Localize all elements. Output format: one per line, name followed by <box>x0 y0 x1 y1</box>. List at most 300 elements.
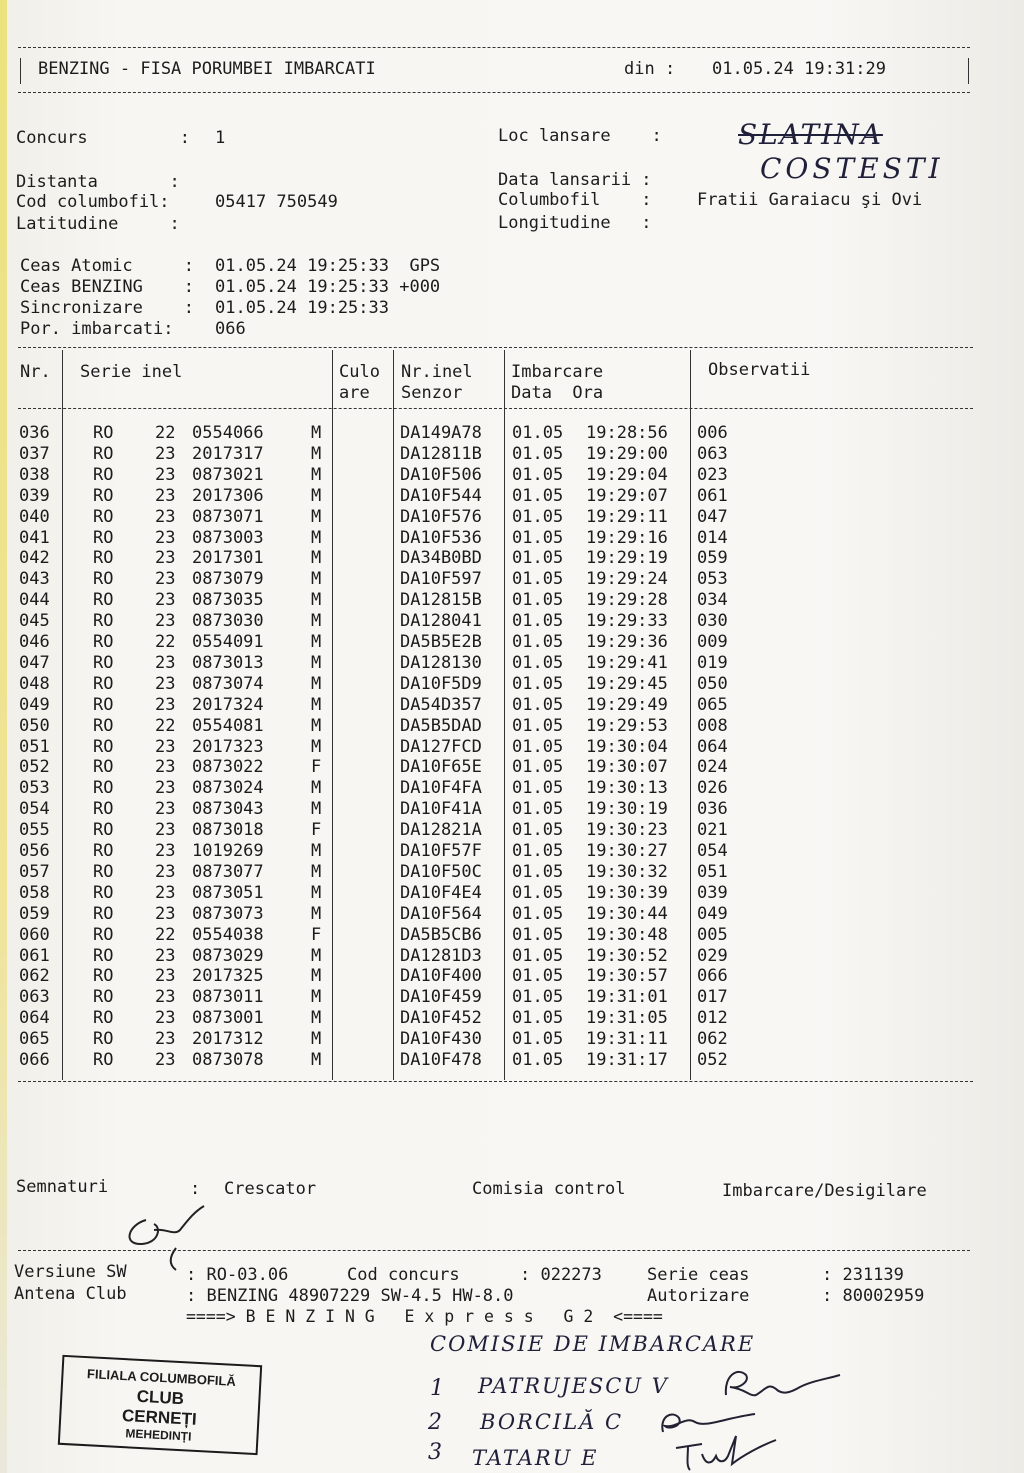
row-nr: 040 <box>19 506 50 527</box>
row-time: 19:29:36 <box>586 632 668 652</box>
row-country: RO <box>93 673 114 694</box>
row-sensor: DA10F452 <box>400 1008 482 1029</box>
stamp-line-3: CERNEȚI <box>121 1406 198 1429</box>
row-nr: 065 <box>19 1029 50 1050</box>
table-row <box>0 695 1024 716</box>
row-year: 23 <box>155 673 176 694</box>
row-year: 23 <box>155 966 176 987</box>
row-date: 01.05 <box>512 841 564 861</box>
row-sex: M <box>311 527 322 548</box>
row-date: 01.05 <box>512 443 564 464</box>
row-country: RO <box>93 757 114 778</box>
row-ring: 0873024 <box>192 778 264 799</box>
row-obs: 061 <box>697 485 728 506</box>
row-nr: 046 <box>19 632 50 652</box>
row-year: 23 <box>155 945 176 966</box>
row-ring: 0873021 <box>192 464 264 485</box>
crescator-signature <box>118 1200 218 1270</box>
row-ring: 2017324 <box>192 694 264 715</box>
row-time: 19:30:32 <box>586 861 668 882</box>
row-ring: 0873079 <box>192 569 264 590</box>
row-time: 19:30:27 <box>586 841 668 861</box>
col-header-observatii: Observatii <box>708 360 811 380</box>
row-ring: 0873077 <box>192 861 264 882</box>
row-sex: M <box>311 841 322 861</box>
row-nr: 060 <box>19 924 50 945</box>
row-country: RO <box>93 694 114 715</box>
row-sensor: DA127FCD <box>400 736 482 757</box>
row-time: 19:29:19 <box>586 548 668 569</box>
member-1-signature <box>716 1365 846 1405</box>
row-sensor: DA10F400 <box>400 966 482 987</box>
row-year: 23 <box>155 611 176 632</box>
header-top-rule <box>18 47 970 48</box>
row-time: 19:29:53 <box>586 715 668 736</box>
row-sensor: DA5B5E2B <box>400 632 482 652</box>
row-country: RO <box>93 799 114 820</box>
row-sensor: DA10F597 <box>400 569 482 590</box>
row-sensor: DA10F41A <box>400 799 482 820</box>
row-country: RO <box>93 736 114 757</box>
member-3-name: TATARU E <box>472 1446 599 1470</box>
table-row <box>0 757 1024 778</box>
row-country: RO <box>93 1029 114 1050</box>
row-ring: 1019269 <box>192 841 264 861</box>
row-sex: M <box>311 882 322 903</box>
row-obs: 014 <box>697 527 728 548</box>
longitudine-label: Longitudine : <box>498 213 652 233</box>
row-year: 23 <box>155 861 176 882</box>
row-sensor: DA10F57F <box>400 841 482 861</box>
loc-struck-handwriting: SLATINA <box>738 118 883 151</box>
row-obs: 064 <box>697 736 728 757</box>
stamp-line-1: FILIALA COLUMBOFILĂ <box>86 1366 237 1389</box>
row-sensor: DA10F5D9 <box>400 673 482 694</box>
row-nr: 053 <box>19 778 50 799</box>
row-obs: 049 <box>697 903 728 924</box>
row-sensor: DA128130 <box>400 652 482 673</box>
row-date: 01.05 <box>512 778 564 799</box>
cod-concurs-value: : 022273 <box>520 1265 602 1285</box>
row-year: 23 <box>155 569 176 590</box>
col-header-nr: Nr. <box>20 362 51 382</box>
row-sex: M <box>311 1008 322 1029</box>
din-value: 01.05.24 19:31:29 <box>712 59 886 79</box>
table-row <box>0 862 1024 883</box>
row-country: RO <box>93 485 114 506</box>
row-obs: 023 <box>697 464 728 485</box>
row-country: RO <box>93 903 114 924</box>
row-time: 19:29:28 <box>586 590 668 611</box>
row-year: 23 <box>155 987 176 1008</box>
row-year: 23 <box>155 527 176 548</box>
cod-concurs-label: Cod concurs <box>347 1265 460 1285</box>
row-date: 01.05 <box>512 590 564 611</box>
row-ring: 0873001 <box>192 1008 264 1029</box>
member-2-number: 2 <box>428 1410 442 1435</box>
row-sensor: DA10F564 <box>400 903 482 924</box>
row-nr: 057 <box>19 861 50 882</box>
row-year: 23 <box>155 903 176 924</box>
table-row <box>0 841 1024 862</box>
row-nr: 061 <box>19 945 50 966</box>
row-year: 23 <box>155 778 176 799</box>
row-sex: M <box>311 694 322 715</box>
benzing-brand-line: ====> B E N Z I N G E x p r e s s G 2 <==== <box>186 1307 663 1326</box>
row-ring: 0873051 <box>192 882 264 903</box>
row-time: 19:30:39 <box>586 882 668 903</box>
row-ring: 2017312 <box>192 1029 264 1050</box>
table-row <box>0 778 1024 799</box>
member-1-name: PATRUJESCU V <box>478 1374 669 1398</box>
row-date: 01.05 <box>512 820 564 841</box>
sincronizare-label: Sincronizare : <box>20 298 194 318</box>
row-obs: 034 <box>697 590 728 611</box>
row-obs: 030 <box>697 611 728 632</box>
row-time: 19:29:16 <box>586 527 668 548</box>
row-time: 19:30:52 <box>586 945 668 966</box>
row-country: RO <box>93 966 114 987</box>
row-obs: 036 <box>697 799 728 820</box>
row-country: RO <box>93 632 114 652</box>
row-ring: 0873003 <box>192 527 264 548</box>
row-nr: 036 <box>19 423 50 443</box>
row-country: RO <box>93 1008 114 1029</box>
ceas-benzing-label: Ceas BENZING : <box>20 277 194 297</box>
table-row <box>0 946 1024 967</box>
table-row <box>0 987 1024 1008</box>
row-obs: 005 <box>697 924 728 945</box>
table-top-rule <box>18 347 973 348</box>
header-bottom-rule <box>18 92 970 93</box>
row-nr: 052 <box>19 757 50 778</box>
row-nr: 059 <box>19 903 50 924</box>
table-row <box>0 632 1024 653</box>
row-country: RO <box>93 1050 114 1070</box>
row-sensor: DA10F536 <box>400 527 482 548</box>
row-date: 01.05 <box>512 527 564 548</box>
row-date: 01.05 <box>512 1050 564 1070</box>
por-imbarcati-value: 066 <box>215 319 246 339</box>
row-country: RO <box>93 987 114 1008</box>
row-time: 19:30:48 <box>586 924 668 945</box>
crescator-label: Crescator <box>224 1179 317 1199</box>
row-sensor: DA10F4FA <box>400 778 482 799</box>
row-sex: M <box>311 987 322 1008</box>
row-date: 01.05 <box>512 736 564 757</box>
row-sex: M <box>311 966 322 987</box>
row-obs: 051 <box>697 861 728 882</box>
row-country: RO <box>93 945 114 966</box>
row-year: 23 <box>155 464 176 485</box>
table-row <box>0 1008 1024 1029</box>
row-nr: 051 <box>19 736 50 757</box>
row-country: RO <box>93 924 114 945</box>
table-row <box>0 737 1024 758</box>
row-ring: 2017317 <box>192 443 264 464</box>
row-date: 01.05 <box>512 548 564 569</box>
table-row <box>0 674 1024 695</box>
row-year: 23 <box>155 820 176 841</box>
row-year: 23 <box>155 799 176 820</box>
row-year: 23 <box>155 652 176 673</box>
row-time: 19:28:56 <box>586 423 668 443</box>
table-row <box>0 507 1024 528</box>
row-sex: M <box>311 799 322 820</box>
row-year: 22 <box>155 924 176 945</box>
row-nr: 066 <box>19 1050 50 1070</box>
table-row <box>0 423 1024 444</box>
row-time: 19:29:49 <box>586 694 668 715</box>
row-obs: 053 <box>697 569 728 590</box>
row-time: 19:30:44 <box>586 903 668 924</box>
row-sensor: DA10F576 <box>400 506 482 527</box>
row-time: 19:29:04 <box>586 464 668 485</box>
autorizare-label: Autorizare <box>647 1286 750 1306</box>
columbofil-value: Fratii Garaiacu şi Ovi <box>697 190 923 210</box>
ceas-atomic-value: 01.05.24 19:25:33 GPS <box>215 256 441 276</box>
row-year: 23 <box>155 757 176 778</box>
row-sex: M <box>311 736 322 757</box>
row-obs: 012 <box>697 1008 728 1029</box>
row-country: RO <box>93 464 114 485</box>
row-sex: M <box>311 632 322 652</box>
row-time: 19:29:11 <box>586 506 668 527</box>
row-ring: 0554081 <box>192 715 264 736</box>
col-header-imbarcare-2: Data Ora <box>511 383 604 403</box>
row-time: 19:30:04 <box>586 736 668 757</box>
row-country: RO <box>93 506 114 527</box>
row-sex: M <box>311 715 322 736</box>
row-nr: 054 <box>19 799 50 820</box>
table-row <box>0 653 1024 674</box>
row-country: RO <box>93 423 114 443</box>
row-date: 01.05 <box>512 987 564 1008</box>
row-date: 01.05 <box>512 882 564 903</box>
row-ring: 0554038 <box>192 924 264 945</box>
row-time: 19:30:57 <box>586 966 668 987</box>
document-title: BENZING - FISA PORUMBEI IMBARCATI <box>38 59 376 79</box>
row-year: 23 <box>155 736 176 757</box>
ceas-benzing-value: 01.05.24 19:25:33 +000 <box>215 277 441 297</box>
row-country: RO <box>93 611 114 632</box>
col-header-serie: Serie inel <box>80 362 183 382</box>
row-time: 19:31:11 <box>586 1029 668 1050</box>
row-obs: 066 <box>697 966 728 987</box>
row-date: 01.05 <box>512 673 564 694</box>
table-row <box>0 966 1024 987</box>
row-date: 01.05 <box>512 861 564 882</box>
row-nr: 064 <box>19 1008 50 1029</box>
row-obs: 009 <box>697 632 728 652</box>
stamp-line-4: MEHEDINȚI <box>125 1426 192 1444</box>
row-obs: 052 <box>697 1050 728 1070</box>
loc-handwritten-value: COSTESTI <box>760 152 944 185</box>
row-nr: 037 <box>19 443 50 464</box>
serie-ceas-label: Serie ceas <box>647 1265 750 1285</box>
din-label: din : <box>624 59 676 79</box>
row-sex: M <box>311 569 322 590</box>
row-time: 19:31:01 <box>586 987 668 1008</box>
row-ring: 0873013 <box>192 652 264 673</box>
row-obs: 047 <box>697 506 728 527</box>
row-year: 23 <box>155 694 176 715</box>
row-sensor: DA5B5DAD <box>400 715 482 736</box>
row-obs: 059 <box>697 548 728 569</box>
row-country: RO <box>93 715 114 736</box>
row-country: RO <box>93 443 114 464</box>
member-3-number: 3 <box>428 1440 442 1465</box>
row-country: RO <box>93 882 114 903</box>
serie-ceas-value: : 231139 <box>822 1265 904 1285</box>
col-header-nrinel-2: Senzor <box>401 383 463 403</box>
row-nr: 049 <box>19 694 50 715</box>
row-sex: M <box>311 485 322 506</box>
row-country: RO <box>93 569 114 590</box>
row-year: 23 <box>155 1008 176 1029</box>
table-row <box>0 820 1024 841</box>
row-ring: 0873029 <box>192 945 264 966</box>
row-sensor: DA12815B <box>400 590 482 611</box>
row-country: RO <box>93 841 114 861</box>
table-row <box>0 486 1024 507</box>
table-row <box>0 611 1024 632</box>
row-time: 19:30:13 <box>586 778 668 799</box>
row-date: 01.05 <box>512 506 564 527</box>
row-sensor: DA10F50C <box>400 861 482 882</box>
row-sensor: DA10F478 <box>400 1050 482 1070</box>
col-header-nrinel-1: Nr.inel <box>401 362 473 382</box>
semnaturi-colon: : <box>190 1179 201 1199</box>
table-row <box>0 1029 1024 1050</box>
row-obs: 017 <box>697 987 728 1008</box>
row-sensor: DA10F4E4 <box>400 882 482 903</box>
table-row <box>0 925 1024 946</box>
row-sex: M <box>311 778 322 799</box>
cod-columbofil-value: 05417 750549 <box>215 192 338 212</box>
row-ring: 0873011 <box>192 987 264 1008</box>
row-ring: 2017306 <box>192 485 264 506</box>
row-sex: M <box>311 945 322 966</box>
row-sex: M <box>311 903 322 924</box>
loc-lansare-label: Loc lansare : <box>498 126 662 146</box>
row-year: 22 <box>155 632 176 652</box>
row-nr: 058 <box>19 882 50 903</box>
row-nr: 055 <box>19 820 50 841</box>
row-ring: 0873022 <box>192 757 264 778</box>
semnaturi-label: Semnaturi <box>16 1177 109 1197</box>
row-time: 19:31:05 <box>586 1008 668 1029</box>
row-country: RO <box>93 548 114 569</box>
row-time: 19:29:33 <box>586 611 668 632</box>
row-sex: M <box>311 1050 322 1070</box>
row-date: 01.05 <box>512 945 564 966</box>
member-3-signature <box>672 1430 782 1472</box>
row-obs: 050 <box>697 673 728 694</box>
imbarcare-desigilare-label: Imbarcare/Desigilare <box>722 1181 927 1201</box>
ceas-atomic-label: Ceas Atomic : <box>20 256 194 276</box>
row-date: 01.05 <box>512 1008 564 1029</box>
row-sex: M <box>311 652 322 673</box>
row-year: 23 <box>155 841 176 861</box>
columbofil-label: Columbofil : <box>498 190 652 210</box>
row-obs: 029 <box>697 945 728 966</box>
row-sex: M <box>311 673 322 694</box>
row-date: 01.05 <box>512 569 564 590</box>
row-ring: 2017325 <box>192 966 264 987</box>
row-sensor: DA12811B <box>400 443 482 464</box>
row-time: 19:30:07 <box>586 757 668 778</box>
row-ring: 2017323 <box>192 736 264 757</box>
concurs-label: Concurs : <box>16 128 190 148</box>
row-sensor: DA149A78 <box>400 423 482 443</box>
table-row <box>0 528 1024 549</box>
row-sensor: DA10F65E <box>400 757 482 778</box>
row-sensor: DA10F544 <box>400 485 482 506</box>
row-nr: 042 <box>19 548 50 569</box>
row-sex: M <box>311 1029 322 1050</box>
row-sensor: DA128041 <box>400 611 482 632</box>
table-row <box>0 1050 1024 1071</box>
col-header-culoare-1: Culo <box>339 362 380 382</box>
row-obs: 054 <box>697 841 728 861</box>
row-nr: 039 <box>19 485 50 506</box>
row-year: 23 <box>155 882 176 903</box>
row-sensor: DA34B0BD <box>400 548 482 569</box>
row-sensor: DA10F459 <box>400 987 482 1008</box>
row-ring: 0554091 <box>192 632 264 652</box>
table-row <box>0 590 1024 611</box>
por-imbarcati-label: Por. imbarcati: <box>20 319 174 339</box>
row-sensor: DA12821A <box>400 820 482 841</box>
row-sex: M <box>311 423 322 443</box>
latitudine-label: Latitudine : <box>16 214 180 234</box>
antena-club-value: : BENZING 48907229 SW-4.5 HW-8.0 <box>186 1286 514 1306</box>
row-date: 01.05 <box>512 924 564 945</box>
row-ring: 2017301 <box>192 548 264 569</box>
distanta-label: Distanta : <box>16 172 180 192</box>
row-obs: 021 <box>697 820 728 841</box>
row-nr: 038 <box>19 464 50 485</box>
row-time: 19:29:00 <box>586 443 668 464</box>
row-sex: M <box>311 861 322 882</box>
row-year: 23 <box>155 590 176 611</box>
data-lansarii-label: Data lansarii : <box>498 170 652 190</box>
row-time: 19:29:07 <box>586 485 668 506</box>
row-sex: F <box>311 757 322 778</box>
row-nr: 041 <box>19 527 50 548</box>
row-nr: 056 <box>19 841 50 861</box>
row-country: RO <box>93 778 114 799</box>
antena-club-label: Antena Club <box>14 1284 127 1304</box>
row-year: 22 <box>155 715 176 736</box>
row-sensor: DA5B5CB6 <box>400 924 482 945</box>
row-nr: 043 <box>19 569 50 590</box>
row-time: 19:29:45 <box>586 673 668 694</box>
row-ring: 0554066 <box>192 423 264 443</box>
row-date: 01.05 <box>512 799 564 820</box>
row-time: 19:30:23 <box>586 820 668 841</box>
row-sex: M <box>311 548 322 569</box>
row-ring: 0873030 <box>192 611 264 632</box>
row-obs: 024 <box>697 757 728 778</box>
comisie-title: COMISIE DE IMBARCARE <box>430 1332 756 1356</box>
row-sensor: DA10F506 <box>400 464 482 485</box>
row-year: 23 <box>155 1029 176 1050</box>
row-nr: 047 <box>19 652 50 673</box>
comisia-control-label: Comisia control <box>472 1179 626 1199</box>
versiune-sw-label: Versiune SW <box>14 1262 127 1282</box>
